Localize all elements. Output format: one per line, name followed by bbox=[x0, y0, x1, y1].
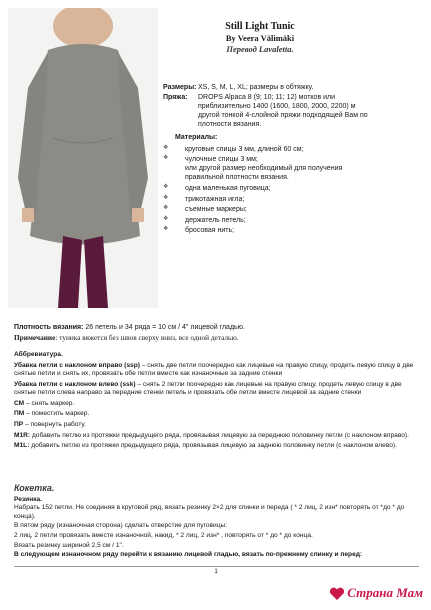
materials-item-line: бросовая нить; bbox=[185, 227, 235, 235]
abbreviation-term: М1R: bbox=[14, 431, 31, 439]
diamond-bullet-icon: ❖ bbox=[163, 155, 169, 162]
abbreviation-text: добавить петлю из протяжки предыдущего ряда, провязывая лицевую за заднюю половинку петли (с наклоном влево). bbox=[29, 442, 397, 450]
abbreviation-term: ПР bbox=[14, 420, 24, 428]
yarn-label: Пряжа: bbox=[163, 94, 188, 102]
materials-title: Материалы: bbox=[175, 134, 218, 142]
tunic-photo bbox=[8, 8, 158, 308]
materials-item bbox=[163, 155, 425, 182]
gauge-line bbox=[14, 323, 419, 332]
yoke-final-instruction: В следующем изнаночном ряду перейти к вязанию лицевой гладью, вязать по-прежнему спинку и перед: bbox=[14, 551, 363, 559]
gauge-text: 26 петель и 34 ряда = 10 см / 4" лицевой гладью. bbox=[83, 324, 245, 331]
yarn-line: плотности вязания. bbox=[198, 121, 262, 129]
diamond-bullet-icon: ❖ bbox=[163, 194, 169, 201]
abbreviation-item bbox=[14, 400, 419, 409]
pattern-title: Still Light Tunic bbox=[225, 21, 295, 32]
tunic-model-illustration bbox=[8, 8, 158, 308]
title-block bbox=[200, 20, 320, 55]
note-label: Примечание bbox=[14, 333, 56, 342]
materials-item bbox=[163, 184, 425, 193]
heart-icon bbox=[329, 587, 345, 601]
abbreviations-section bbox=[14, 351, 419, 453]
note-text: : туника вяжется без швов сверху вниз, все одной деталью. bbox=[55, 333, 239, 342]
site-watermark bbox=[329, 585, 423, 602]
abbreviation-text: – повернуть работу. bbox=[23, 420, 86, 428]
yoke-instruction: Вязать резинку шириной 2,5 см / 1". bbox=[14, 541, 124, 549]
materials-item-line: чулочные спицы 3 мм; bbox=[185, 156, 258, 164]
materials-item bbox=[163, 216, 425, 225]
abbreviation-term: ПМ bbox=[14, 410, 25, 418]
ribbing-subtitle: Резинка. bbox=[14, 495, 43, 503]
abbreviation-item bbox=[14, 432, 419, 441]
abbreviation-text: добавить петлю из протяжки предыдущего ряда, провязывая лицевую за переднюю половинку петли (с наклоном вправо). bbox=[30, 431, 409, 439]
yarn-row bbox=[163, 93, 425, 129]
diamond-bullet-icon: ❖ bbox=[163, 226, 169, 233]
abbreviation-item bbox=[14, 381, 419, 398]
yoke-instruction: В пятом ряду (изнаночная сторона) сделать отверстие для пуговицы: bbox=[14, 522, 228, 530]
yarn-line: DROPS Alpaca 8 (9; 10; 11; 12) мотков или bbox=[198, 94, 336, 102]
yoke-instruction: 2 лиц, 2 петли провязать вместе изнаночной, накид, * 2 лиц, 2 изн* , повторять от * до * до конца. bbox=[14, 531, 313, 539]
yoke-title: Кокетка. bbox=[14, 483, 55, 493]
materials-item bbox=[163, 195, 425, 204]
yoke-instruction: Набрать 152 петли. Не соединяя в круговой ряд, вязать резинку 2×2 для спинки и переда ( * 2 лиц, 2 изн* повторять от *до * до конца). bbox=[14, 504, 405, 520]
materials-item-line: круговые спицы 3 мм, длиной 60 см; bbox=[185, 145, 304, 153]
abbreviation-item bbox=[14, 421, 419, 430]
yarn-line: приблизительно 1400 (1600, 1800, 2000, 2200) м bbox=[198, 103, 356, 111]
note-line bbox=[14, 333, 419, 342]
materials-item-line: съемные маркеры; bbox=[185, 206, 247, 214]
sizes-label: Размеры: bbox=[163, 84, 197, 91]
gauge-label: Плотность вязания: bbox=[14, 324, 84, 331]
abbreviation-term: Убавка петли с наклоном влево (ssk) bbox=[14, 380, 136, 388]
specs-section bbox=[163, 83, 425, 237]
abbreviation-term: СМ bbox=[14, 399, 25, 407]
footer-divider bbox=[14, 566, 419, 567]
abbreviation-item bbox=[14, 410, 419, 419]
materials-item-line: трикотажная игла; bbox=[185, 195, 245, 203]
abbreviation-text: – снять 2 петли поочередно как лицевые на правую спицу, продеть левую спицу в две снятые петли слева направо за передние стенки петель и провязать обе петли вместе лицевой за задние стенки bbox=[14, 380, 402, 397]
yarn-value bbox=[198, 93, 425, 129]
diamond-bullet-icon: ❖ bbox=[163, 205, 169, 212]
materials-list bbox=[163, 145, 425, 236]
materials-item-line: держатель петель; bbox=[185, 216, 246, 224]
sizes-row bbox=[163, 83, 425, 92]
materials-item-line: правильной плотности вязания. bbox=[185, 174, 289, 182]
materials-item-line: или другой размер необходимый для получения bbox=[185, 165, 343, 173]
page-number: 1 bbox=[214, 568, 218, 575]
abbreviation-term: М1L: bbox=[14, 442, 30, 450]
diamond-bullet-icon: ❖ bbox=[163, 215, 169, 222]
materials-item-line: одна маленькая пуговица; bbox=[185, 184, 271, 192]
materials-item bbox=[163, 226, 425, 235]
yarn-line: другой тонкой 4-слойной пряжи подходящей Вам по bbox=[198, 112, 368, 120]
yoke-section bbox=[14, 483, 419, 561]
diamond-bullet-icon: ❖ bbox=[163, 183, 169, 190]
abbreviation-term: Убавка петли с наклоном вправо (ssp) bbox=[14, 361, 140, 369]
materials-item bbox=[163, 145, 425, 154]
diamond-bullet-icon: ❖ bbox=[163, 144, 169, 151]
sizes-value: XS, S, M, L, XL; размеры в обтяжку. bbox=[198, 84, 314, 91]
materials-item bbox=[163, 205, 425, 214]
abbreviation-text: – снять маркер. bbox=[24, 399, 75, 407]
watermark-text: Страна Мам bbox=[347, 585, 423, 601]
abbreviation-text: – снять две петли поочередно как лицевые на правую спицу, продеть левую спицу в две снятые петли и снять их, провязать обе петли вместе как изнаночные за задние стенки bbox=[14, 361, 414, 378]
abbreviation-item bbox=[14, 362, 419, 379]
abbreviation-text: – поместить маркер. bbox=[24, 410, 90, 418]
pattern-author: By Veera Välimäki bbox=[225, 33, 295, 43]
abbreviations-title: Аббревиатура. bbox=[14, 351, 63, 358]
translation-credit: Перевод Lavaletta. bbox=[226, 44, 294, 55]
abbreviation-item bbox=[14, 442, 419, 451]
